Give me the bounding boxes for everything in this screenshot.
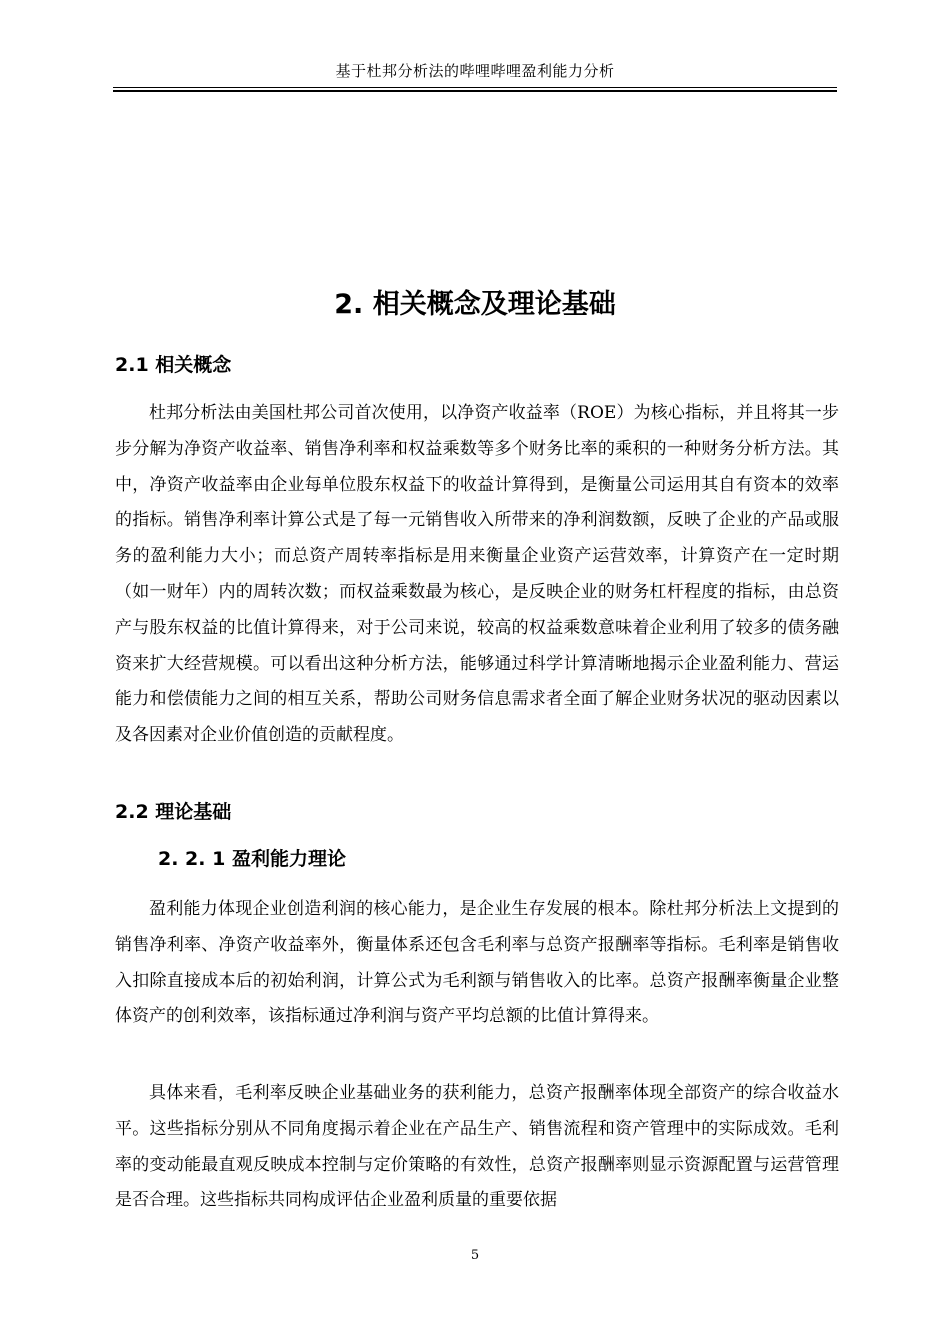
section-title-2-1: 2.1 相关概念 bbox=[115, 354, 232, 376]
section-title-2-2: 2.2 理论基础 bbox=[115, 801, 232, 823]
page-number: 5 bbox=[470, 1248, 480, 1263]
subsection-title-2-2-1: 2. 2. 1 盈利能力理论 bbox=[158, 848, 346, 870]
section-2-1-paragraph: 杜邦分析法由美国杜邦公司首次使用，以净资产收益率（ROE）为核心指标，并且将其一步步分解为净资产收益率、销售净利率和权益乘数等多个财务比率的乘积的一种财务分析方法。其中，净资产收益率由企业每单位股东权益下的收益计算得到，是衡量公司运用其自有资本的效率的指标。销售净利率计算公式是了每一元销售收入所带来的净利润数额，反映了企业的产品或服务的盈利能力大小；而总资产周转率指标是用来衡量企业资产运营效率，计算资产在一定时期（如一财年）内的周转次数；而权益乘数最为核心，是反映企业的财务杠杆程度的指标，由总资产与股东权益的比值计算得来，对于公司来说，较高的权益乘数意味着企业利用了较多的债务融资来扩大经营规模。可以看出这种分析方法，能够通过科学计算清晰地揭示企业盈利能力、营运能力和偿债能力之间的相互关系，帮助公司财务信息需求者全面了解企业财务状况的驱动因素以及各因素对企业价值创造的贡献程度。 bbox=[115, 403, 839, 746]
header-rule-thick bbox=[113, 90, 837, 92]
subsection-2-2-1-paragraph-2: 具体来看，毛利率反映企业基础业务的获利能力，总资产报酬率体现全部资产的综合收益水平。这些指标分别从不同角度揭示着企业在产品生产、销售流程和资产管理中的实际成效。毛利率的变动能最直观反映成本控制与定价策略的有效性，总资产报酬率则显示资源配置与运营管理是否合理。这些指标共同构成评估企业盈利质量的重要依据 bbox=[115, 1083, 839, 1211]
subsection-2-2-1-paragraph-1: 盈利能力体现企业创造利润的核心能力，是企业生存发展的根本。除杜邦分析法上文提到的销售净利率、净资产收益率外，衡量体系还包含毛利率与总资产报酬率等指标。毛利率是销售收入扣除直接成本后的初始利润，计算公式为毛利额与销售收入的比率。总资产报酬率衡量企业整体资产的创利效率，该指标通过净利润与资产平均总额的比值计算得来。 bbox=[115, 899, 839, 1027]
chapter-title: 2. 相关概念及理论基础 bbox=[334, 289, 616, 320]
header-rule-thin bbox=[113, 87, 837, 88]
running-header: 基于杜邦分析法的哔哩哔哩盈利能力分析 bbox=[335, 62, 615, 80]
